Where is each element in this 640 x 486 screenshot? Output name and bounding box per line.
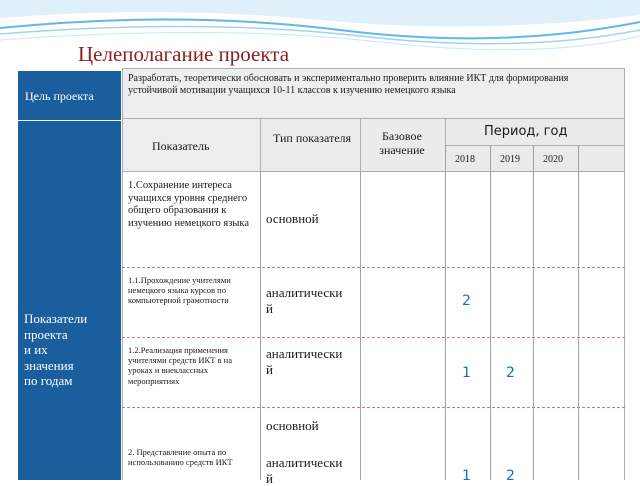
table-row-2-2018: 2 (462, 293, 471, 309)
table-row-4-type-main: основной (266, 418, 319, 433)
indicator-header: Показатель (152, 139, 210, 153)
year-2019: 2019 (500, 154, 520, 165)
table-row-2-type: аналитический (266, 285, 343, 316)
indicators-label-cell (18, 120, 122, 480)
col-line-4 (490, 145, 491, 480)
period-header: Период, год (484, 124, 568, 139)
base-header: Базовое значение (379, 129, 425, 158)
col-line-6 (578, 145, 579, 480)
goal-label-cell (18, 70, 122, 120)
col-line-5 (533, 145, 534, 480)
goal-label: Цель проекта (25, 89, 94, 103)
col-line-3 (445, 145, 446, 480)
col-line-1 (260, 172, 261, 480)
year-band-top (445, 145, 625, 146)
goal-text: Разработать, теоретически обосновать и экспериментально проверить влияние ИКТ для формирования устойчивой мотивации учащихся 10-11 классов к изучению немецкого языка (128, 73, 569, 96)
table-row-4-indicator: 2. Представление опыта по использованию средств ИКТ (128, 447, 233, 468)
page-title: Целеполагание проекта (78, 42, 290, 66)
col-line-2 (360, 172, 361, 480)
year-2020: 2020 (543, 154, 563, 165)
table-row-3-type: аналитический (266, 346, 343, 377)
table-row-2-indicator: 1.1.Прохождение учителями немецкого языка курсов по компьютерной грамотности (128, 275, 231, 306)
body-top-line (122, 171, 625, 172)
table-row-4-type: аналитический (266, 455, 343, 486)
table-row-4-2019: 2 (506, 468, 515, 484)
table-row-1-indicator: 1.Сохранение интереса учащихся уровня среднего общего образования к изучению немецкого языка (128, 180, 250, 229)
type-header: Тип показателя (272, 131, 352, 145)
row-sep-3 (122, 407, 625, 408)
table-row-3-2019: 2 (506, 365, 515, 381)
table-row-1-type: основной (266, 211, 319, 226)
year-2018: 2018 (455, 154, 475, 165)
table-row-3-indicator: 1.2.Реализация применения учителями средств ИКТ в на уроках и внеклассных мероприятиях (128, 345, 232, 386)
row-sep-2 (122, 337, 625, 338)
table-row-3-2018: 1 (462, 365, 471, 381)
row-sep-1 (122, 267, 625, 268)
table-row-4-2018: 1 (462, 468, 471, 484)
indicators-label: Показатели проекта и их значения по годам (24, 311, 88, 389)
